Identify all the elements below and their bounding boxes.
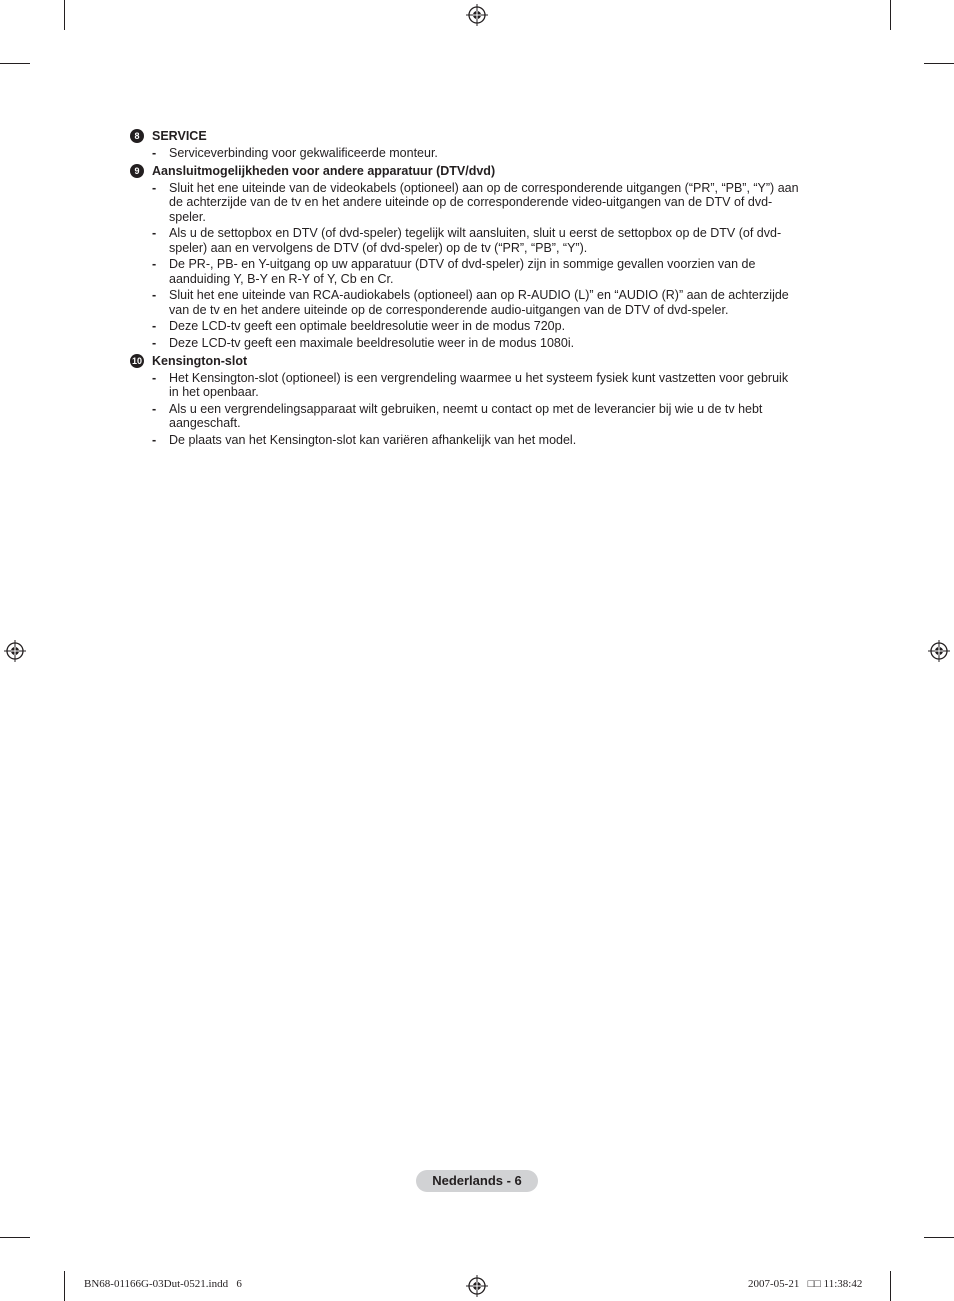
list-item bbox=[130, 319, 800, 334]
section-heading bbox=[130, 354, 800, 369]
dash-bullet: - bbox=[152, 432, 157, 447]
list-item bbox=[130, 336, 800, 351]
section-title: Aansluitmogelijkheden voor andere apparatuur (DTV/dvd) bbox=[152, 164, 496, 178]
bullet-list bbox=[130, 146, 800, 161]
list-item-text: De plaats van het Kensington-slot kan variëren afhankelijk van het model. bbox=[169, 432, 577, 447]
slug-file-info: BN68-01166G-03Dut-0521.indd 6 bbox=[84, 1278, 242, 1290]
crop-mark bbox=[0, 63, 30, 64]
list-item bbox=[130, 371, 800, 400]
list-item bbox=[130, 288, 800, 317]
dash-bullet: - bbox=[152, 401, 157, 416]
section-heading bbox=[130, 129, 800, 144]
page-number-label: Nederlands - 6 bbox=[416, 1170, 538, 1192]
dash-bullet: - bbox=[152, 257, 157, 271]
registration-mark-icon bbox=[466, 1275, 488, 1297]
crop-mark bbox=[924, 63, 954, 64]
dash-bullet: - bbox=[152, 226, 157, 240]
list-item-text: Deze LCD-tv geeft een optimale beeldresolutie weer in de modus 720p. bbox=[169, 319, 566, 333]
crop-mark bbox=[64, 1271, 65, 1301]
list-item-text: Als u de settopbox en DTV (of dvd-speler) tegelijk wilt aansluiten, sluit u eerst de settopbox op de DTV (of dvd-speler) aan en vervolgens de DTV (of dvd-speler) op de tv (“PR”, “PB”, “Y”). bbox=[169, 226, 782, 255]
crop-mark bbox=[64, 0, 65, 30]
list-item bbox=[130, 146, 800, 161]
crop-mark bbox=[0, 1237, 30, 1238]
list-item bbox=[130, 181, 800, 225]
section-connections bbox=[130, 164, 800, 350]
section-number-badge: 9 bbox=[130, 164, 144, 178]
list-item-text: Deze LCD-tv geeft een maximale beeldresolutie weer in de modus 1080i. bbox=[169, 335, 575, 350]
list-item-text: Sluit het ene uiteinde van RCA-audiokabels (optioneel) aan op R-AUDIO (L)” en “AUDIO (R)” aan de achterzijde van de tv en het andere uiteinde op de corresponderende audio-uitgangen van de DTV of dvd-speler. bbox=[169, 288, 789, 317]
list-item-text: Serviceverbinding voor gekwalificeerde monteur. bbox=[169, 145, 438, 160]
bullet-list bbox=[130, 181, 800, 351]
crop-mark bbox=[924, 1237, 954, 1238]
section-title: Kensington-slot bbox=[152, 354, 248, 368]
section-kensington-slot bbox=[130, 354, 800, 447]
dash-bullet: - bbox=[152, 180, 157, 195]
list-item-text: Sluit het ene uiteinde van de videokabels (optioneel) aan op de corresponderende uitgangen (“PR”, “PB”, “Y”) aan de achterzijde van de tv en het andere uiteinde op de corresponderende video-uitgangen van de DTV of dvd-speler. bbox=[169, 180, 799, 224]
document-body bbox=[130, 129, 800, 451]
list-item bbox=[130, 402, 800, 431]
registration-mark-icon bbox=[4, 640, 26, 662]
list-item bbox=[130, 226, 800, 255]
registration-mark-icon bbox=[466, 4, 488, 26]
list-item bbox=[130, 433, 800, 448]
list-item bbox=[130, 257, 800, 286]
section-number-badge: 8 bbox=[130, 129, 144, 143]
registration-mark-icon bbox=[928, 640, 950, 662]
dash-bullet: - bbox=[152, 370, 157, 385]
list-item-text: Als u een vergrendelingsapparaat wilt gebruiken, neemt u contact op met de leverancier bij wie u de tv hebt aangeschaft. bbox=[169, 401, 763, 430]
crop-mark bbox=[890, 1271, 891, 1301]
dash-bullet: - bbox=[152, 335, 157, 350]
dash-bullet: - bbox=[152, 145, 157, 160]
list-item-text: Het Kensington-slot (optioneel) is een vergrendeling waarmee u het systeem fysiek kunt vastzetten voor gebruik in het openbaar. bbox=[169, 370, 789, 399]
dash-bullet: - bbox=[152, 288, 157, 302]
dash-bullet: - bbox=[152, 319, 157, 333]
section-heading bbox=[130, 164, 800, 179]
section-title: SERVICE bbox=[152, 129, 207, 143]
bullet-list bbox=[130, 371, 800, 448]
section-service bbox=[130, 129, 800, 160]
slug-datetime: 2007-05-21 □□ 11:38:42 bbox=[748, 1278, 863, 1290]
section-number-badge: 10 bbox=[131, 356, 142, 367]
crop-mark bbox=[890, 0, 891, 30]
list-item-text: De PR-, PB- en Y-uitgang op uw apparatuur (DTV of dvd-speler) zijn in sommige gevallen voorzien van de aanduiding Y, B-Y en R-Y of Y, Cb en Cr. bbox=[169, 257, 756, 286]
